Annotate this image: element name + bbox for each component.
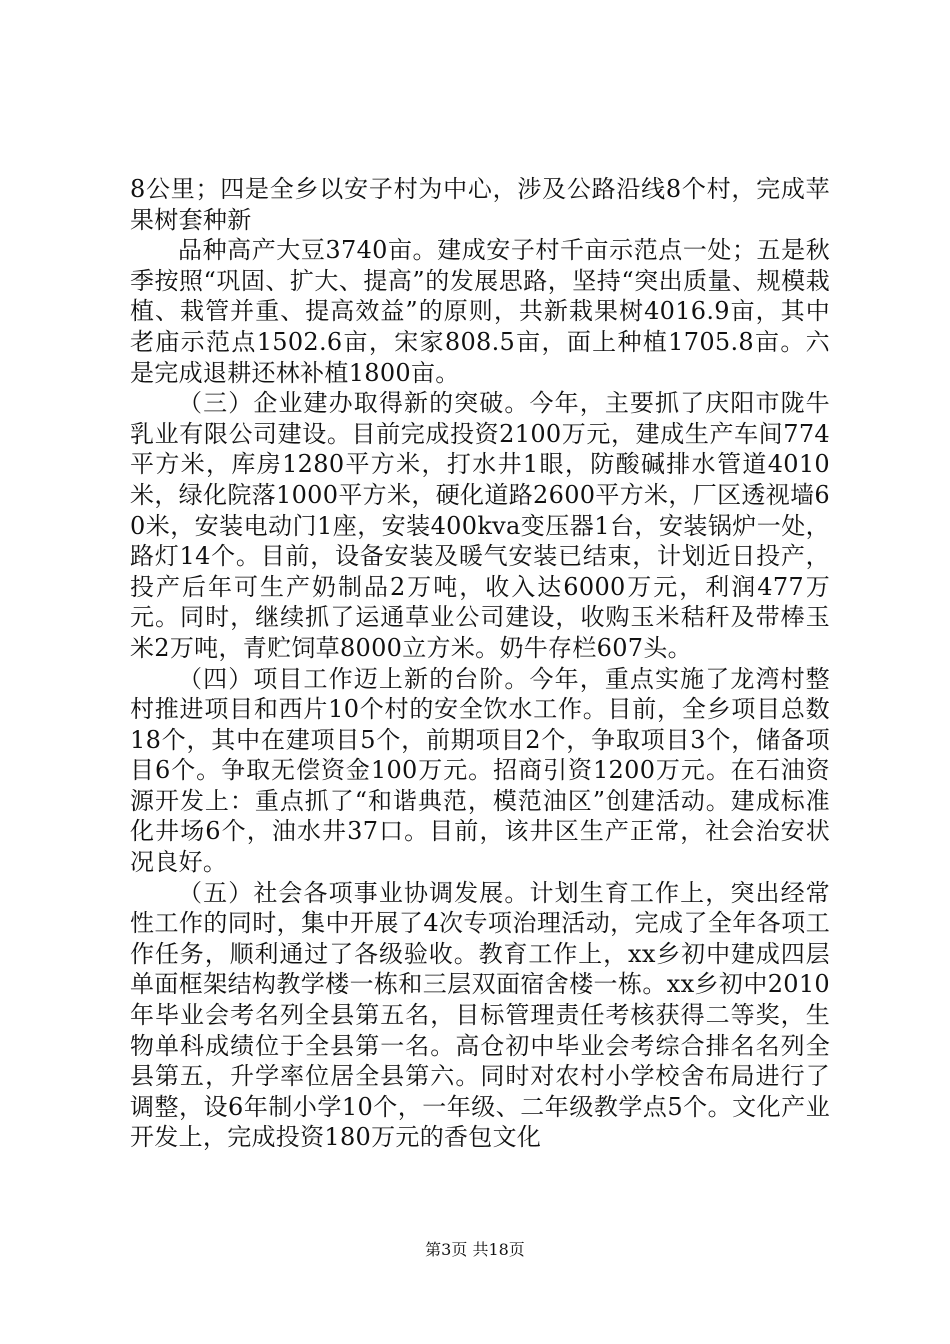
document-body [130, 174, 830, 1153]
page-number: 第3页 共18页 [425, 1240, 525, 1259]
paragraph-1: 8公里；四是全乡以安子村为中心，涉及公路沿线8个村，完成苹果树套种新 [130, 175, 830, 234]
paragraph-5: （五）社会各项事业协调发展。计划生育工作上，突出经常性工作的同时，集中开展了4次专项治理活动，完成了全年各项工作任务，顺利通过了各级验收。教育工作上，xx乡初中建成四层单面框架结构教学楼一栋和三层双面宿舍楼一栋。xx乡初中2010年毕业会考名列全县第五名，目标管理责任考核获得二等奖，生物单科成绩位于全县第一名。高仓初中毕业会考综合排名名列全县第五，升学率位居全县第六。同时对农村小学校舍布局进行了调整，设6年制小学10个，一年级、二年级教学点5个。文化产业开发上，完成投资180万元的香包文化 [130, 878, 830, 1152]
paragraph-3: （三）企业建办取得新的突破。今年，主要抓了庆阳市陇牛乳业有限公司建设。目前完成投资2100万元，建成生产车间774平方米，库房1280平方米，打水井1眼，防酸碱排水管道4010米，绿化院落1000平方米，硬化道路2600平方米，厂区透视墙60米，安装电动门1座，安装400kva变压器1台，安装锅炉一处，路灯14个。目前，设备安装及暖气安装已结束，计划近日投产，投产后年可生产奶制品2万吨，收入达6000万元，利润477万元。同时，继续抓了运通草业公司建设，收购玉米秸秆及带棒玉米2万吨，青贮饲草8000立方米。奶牛存栏607头。 [130, 389, 830, 662]
paragraph-4: （四）项目工作迈上新的台阶。今年，重点实施了龙湾村整村推进项目和西片10个村的安全饮水工作。目前，全乡项目总数18个，其中在建项目5个，前期项目2个，争取项目3个，储备项目6个。争取无偿资金100万元。招商引资1200万元。在石油资源开发上：重点抓了“和谐典范，模范油区”创建活动。建成标准化井场6个，油水井37口。目前，该井区生产正常，社会治安状况良好。 [130, 664, 830, 877]
paragraph-2: 品种高产大豆3740亩。建成安子村千亩示范点一处；五是秋季按照“巩固、扩大、提高”的发展思路，坚持“突出质量、规模栽植、栽管并重、提高效益”的原则，共新栽果树4016.9亩，其中老庙示范点1502.6亩，宋家808.5亩，面上种植1705.8亩。六是完成退耕还林补植1800亩。 [130, 236, 830, 387]
page-footer [0, 1240, 950, 1260]
